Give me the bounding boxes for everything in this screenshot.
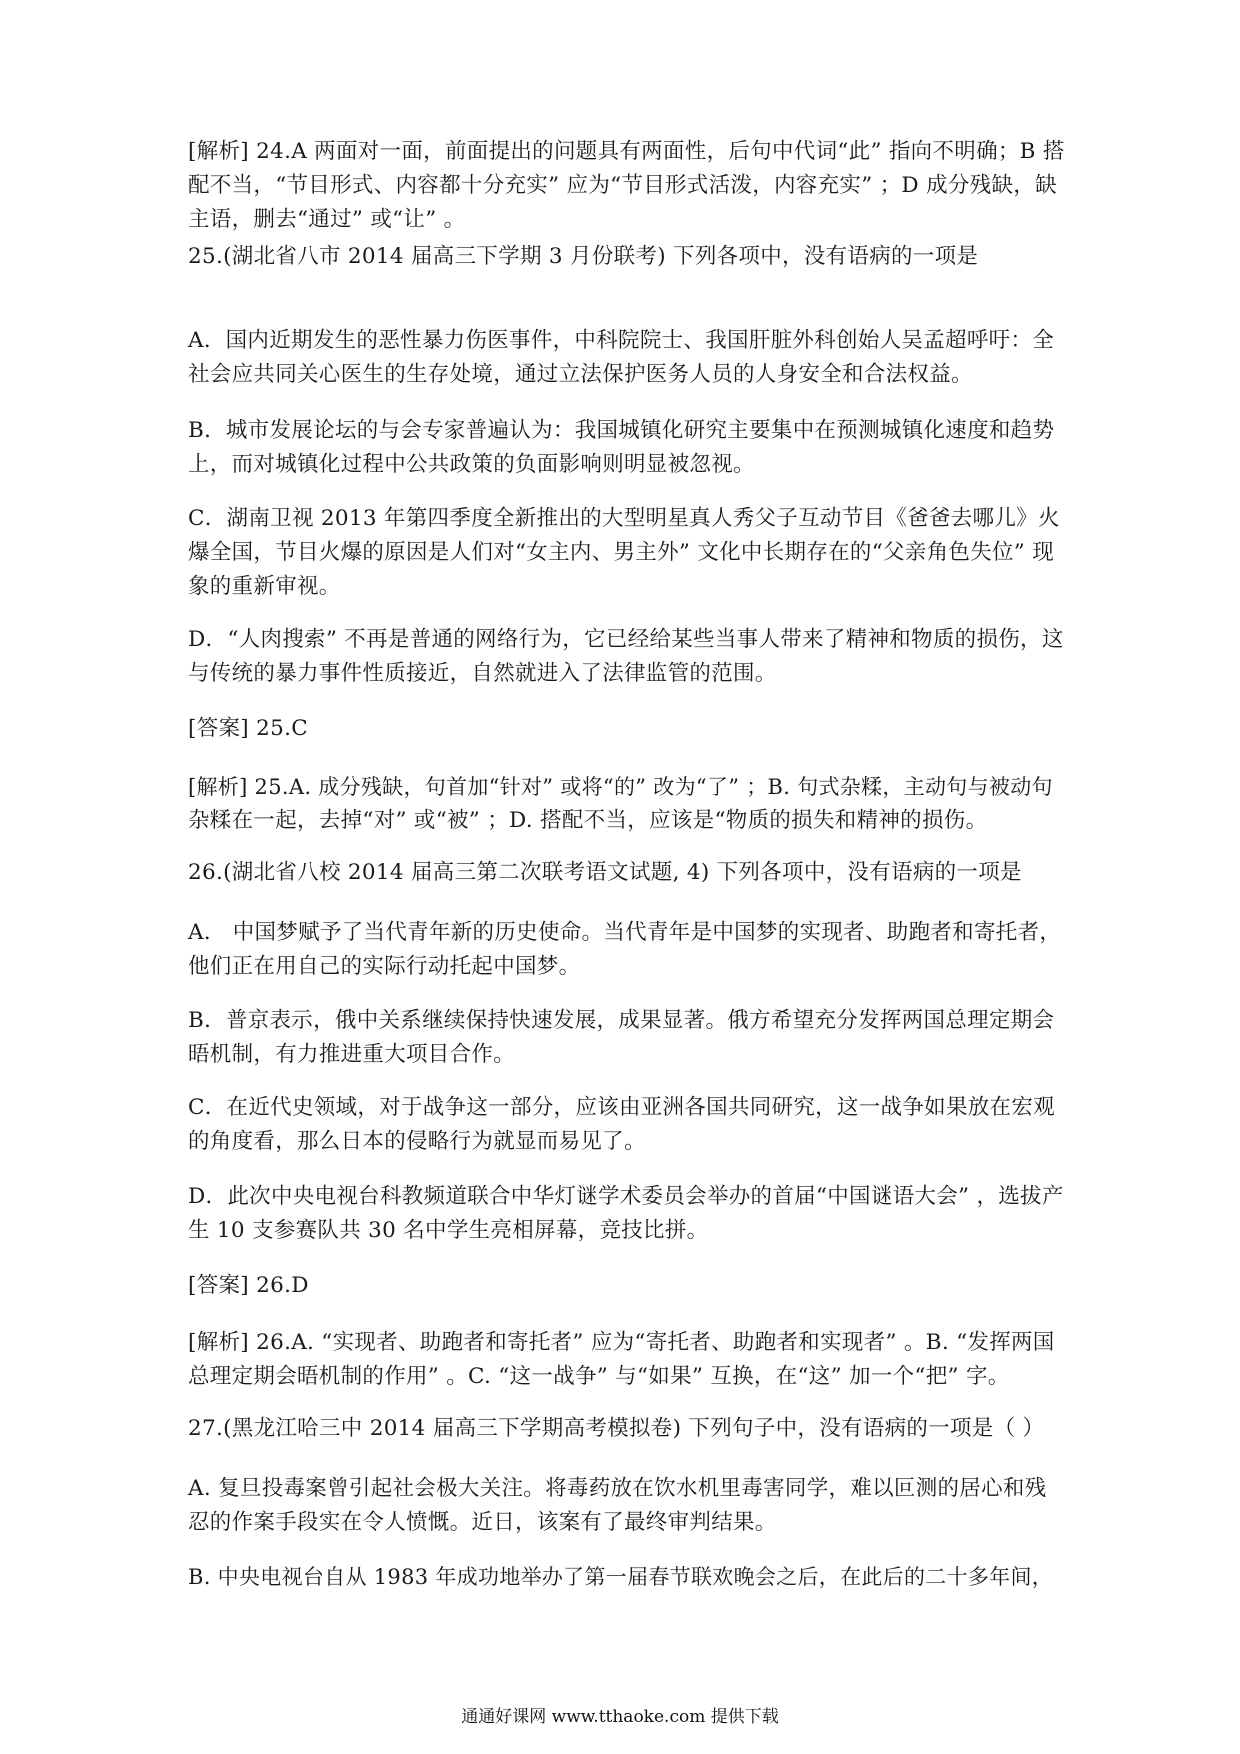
q25-option-a bbox=[188, 324, 1064, 392]
text-line: D．此次中央电视台科教频道联合中华灯谜学术委员会举办的首届“中国谜语大会” ，选拔产 bbox=[188, 1184, 1064, 1209]
question-25 bbox=[188, 240, 1064, 274]
q27-option-b bbox=[188, 1560, 1064, 1594]
text-line: A. 复旦投毒案曾引起社会极大关注。将毒药放在饮水机里毒害同学，难以叵测的居心和残 bbox=[188, 1476, 1047, 1501]
q26-option-c bbox=[188, 1091, 1064, 1159]
answer-26 bbox=[188, 1269, 1064, 1303]
answer-25 bbox=[188, 712, 1064, 746]
text-line: 上，而对城镇化过程中公共政策的负面影响则明显被忽视。 bbox=[188, 452, 755, 477]
text-line: 他们正在用自己的实际行动托起中国梦。 bbox=[188, 954, 581, 979]
q25-option-d bbox=[188, 623, 1064, 691]
text-line: C．在近代史领域，对于战争这一部分，应该由亚洲各国共同研究，这一战争如果放在宏观 bbox=[188, 1095, 1055, 1120]
text-line: 忍的作案手段实在令人愤慨。近日，该案有了最终审判结果。 bbox=[188, 1510, 777, 1535]
page-footer: 通通好课网 www.tthaoke.com 提供下载 bbox=[461, 1707, 779, 1727]
text-line: A．国内近期发生的恶性暴力伤医事件，中科院院士、我国肝脏外科创始人吴孟超呼吁：全 bbox=[188, 328, 1055, 353]
text-line: [解析] 25.A. 成分残缺，句首加“针对” 或将“的” 改为“了” ；B. 句式杂糅，主动句与被动句 bbox=[188, 775, 1053, 799]
q25-option-c bbox=[188, 502, 1064, 604]
text-line: [答案] 26.D bbox=[188, 1273, 309, 1298]
text-line: 晤机制，有力推进重大项目合作。 bbox=[188, 1042, 516, 1067]
text-line: 社会应共同关心医生的生存处境，通过立法保护医务人员的人身安全和合法权益。 bbox=[188, 362, 973, 387]
q25-option-b bbox=[188, 414, 1064, 482]
text-line: B．普京表示，俄中关系继续保持快速发展，成果显著。俄方希望充分发挥两国总理定期会 bbox=[188, 1008, 1055, 1033]
q27-option-a bbox=[188, 1472, 1064, 1540]
text-line: 配不当，“节目形式、内容都十分充实” 应为“节目形式活泼，内容充实” ；D 成分残缺，缺 bbox=[188, 173, 1057, 198]
text-line: 生 10 支参赛队共 30 名中学生亮相屏幕，竞技比拼。 bbox=[188, 1218, 709, 1243]
text-line: A． 中国梦赋予了当代青年新的历史使命。当代青年是中国梦的实现者、助跑者和寄托者， bbox=[188, 920, 1062, 945]
text-line: 杂糅在一起，去掉“对” 或“被” ；D. 搭配不当，应该是“物质的损失和精神的损伤。 bbox=[188, 808, 988, 833]
text-line: [解析] 26.A. “实现者、助跑者和寄托者” 应为“寄托者、助跑者和实现者” 。B. “发挥两国 bbox=[188, 1330, 1055, 1355]
analysis-24 bbox=[188, 135, 1064, 237]
text-line: 总理定期会晤机制的作用” 。C. “这一战争” 与“如果” 互换，在“这” 加一个“把” 字。 bbox=[188, 1364, 1010, 1389]
text-line: 26.(湖北省八校 2014 届高三第二次联考语文试题, 4) 下列各项中，没有语病的一项是 bbox=[188, 860, 1022, 885]
text-line: B．城市发展论坛的与会专家普遍认为：我国城镇化研究主要集中在预测城镇化速度和趋势 bbox=[188, 418, 1055, 443]
q26-option-d bbox=[188, 1180, 1064, 1248]
question-26 bbox=[188, 856, 1064, 890]
analysis-25 bbox=[188, 770, 1064, 838]
text-line: 主语，删去“通过” 或“让” 。 bbox=[188, 207, 466, 232]
text-line: B. 中央电视台自从 1983 年成功地举办了第一届春节联欢晚会之后，在此后的二十多年间， bbox=[188, 1565, 1054, 1589]
text-line: 象的重新审视。 bbox=[188, 574, 341, 599]
analysis-26 bbox=[188, 1326, 1064, 1394]
q26-option-a bbox=[188, 916, 1064, 984]
text-line: [答案] 25.C bbox=[188, 716, 308, 741]
text-line: 爆全国，节目火爆的原因是人们对“女主内、男主外” 文化中长期存在的“父亲角色失位” 现 bbox=[188, 540, 1055, 565]
text-line: C．湖南卫视 2013 年第四季度全新推出的大型明星真人秀父子互动节目《爸爸去哪儿》火 bbox=[188, 506, 1060, 531]
text-line: D．“人肉搜索” 不再是普通的网络行为，它已经给某些当事人带来了精神和物质的损伤，这 bbox=[188, 627, 1064, 652]
text-line: 27.(黑龙江哈三中 2014 届高三下学期高考模拟卷) 下列句子中，没有语病的一项是（ ） bbox=[188, 1416, 1045, 1441]
q26-option-b bbox=[188, 1004, 1064, 1072]
text-line: 与传统的暴力事件性质接近，自然就进入了法律监管的范围。 bbox=[188, 661, 777, 686]
question-27 bbox=[188, 1412, 1064, 1446]
text-line: [解析] 24.A 两面对一面，前面提出的问题具有两面性，后句中代词“此” 指向不明确；B 搭 bbox=[188, 139, 1065, 164]
text-line: 的角度看，那么日本的侵略行为就显而易见了。 bbox=[188, 1129, 646, 1154]
text-line: 25.(湖北省八市 2014 届高三下学期 3 月份联考) 下列各项中，没有语病的一项是 bbox=[188, 244, 979, 269]
